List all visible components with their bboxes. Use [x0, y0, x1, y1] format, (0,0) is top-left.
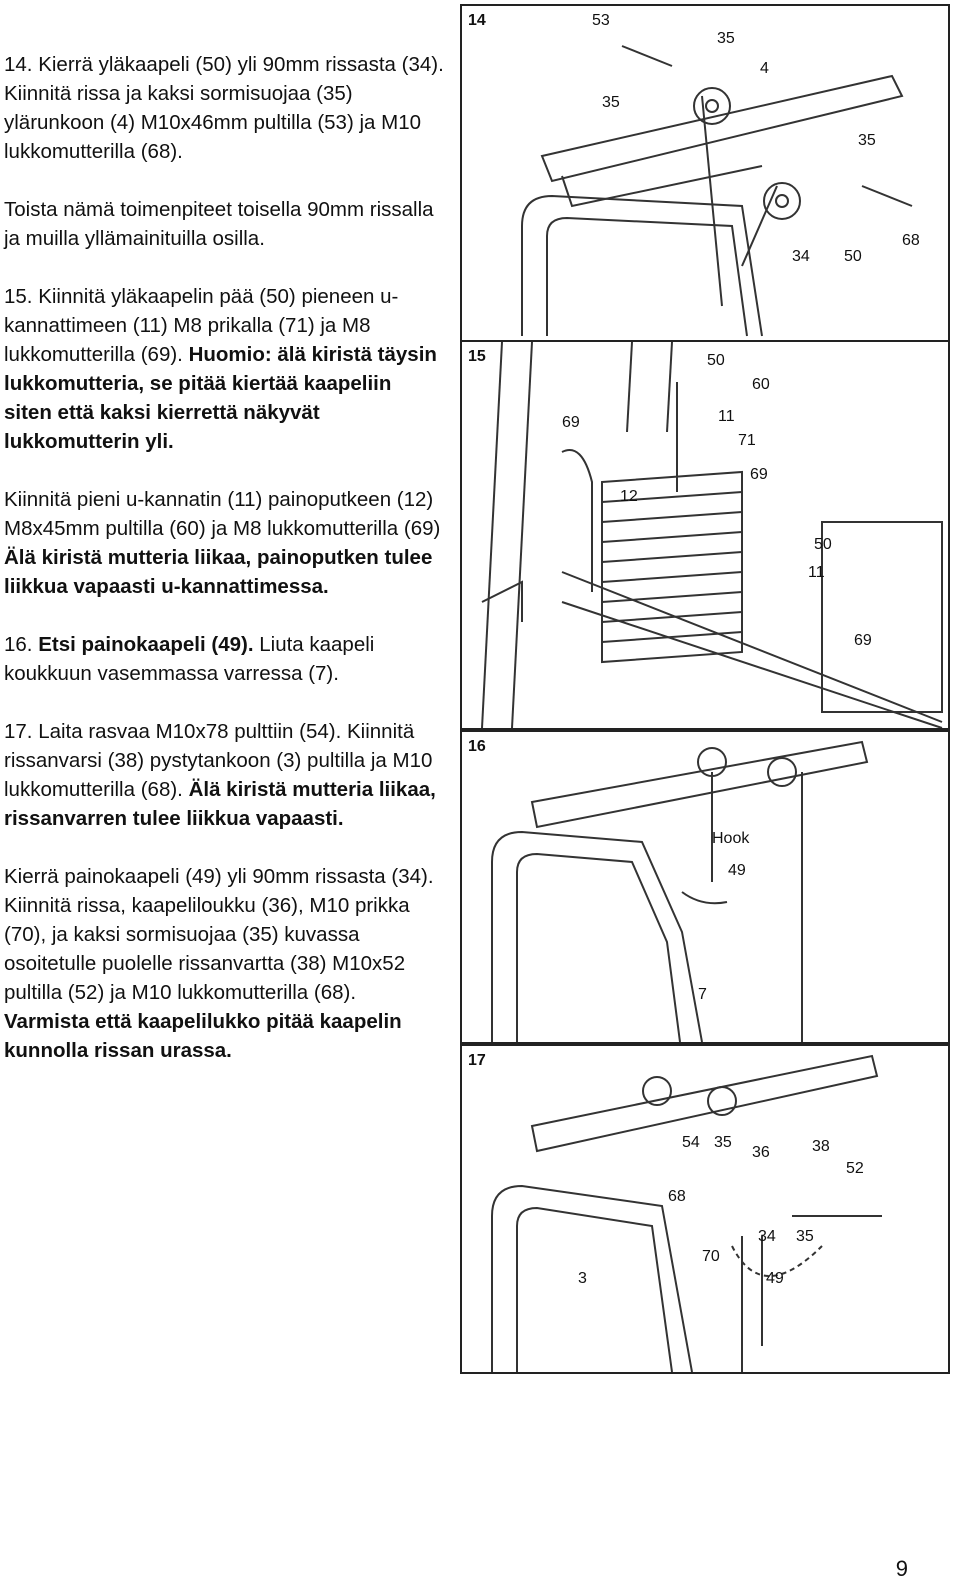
figure-15-drawing	[462, 342, 948, 728]
callout-label: 49	[728, 862, 746, 879]
callout-label: 49	[766, 1270, 784, 1287]
callout-label: 50	[707, 352, 725, 369]
figure-14	[460, 4, 950, 342]
figure-16	[460, 730, 950, 1044]
step-17-body: 17. Laita rasvaa M10x78 pulttiin (54). Kiinnitä rissanvarsi (38) pystytankoon (3) pultilla ja M10 lukkomutterilla (68).	[4, 720, 433, 801]
callout-label: 11	[718, 408, 735, 425]
callout-label: 69	[562, 414, 580, 431]
callout-label: 12	[620, 488, 638, 505]
callout-label: 50	[844, 248, 862, 265]
callout-label: 54	[682, 1134, 700, 1151]
step-14-text: 14. Kierrä yläkaapeli (50) yli 90mm rissasta (34). Kiinnitä rissa ja kaksi sormisuojaa (35) ylärunkoon (4) M10x46mm pultilla (53) ja M10 lukkomutterilla (68).	[4, 53, 444, 163]
figure-17-number: 17	[468, 1052, 486, 1069]
callout-label: 70	[702, 1248, 720, 1265]
step-16-body: Liuta kaapeli koukkuun vasemmassa varressa (7).	[4, 633, 375, 685]
callout-label: 68	[902, 232, 920, 249]
callout-label: 36	[752, 1144, 770, 1161]
callout-label: 34	[758, 1228, 776, 1245]
page-number: 9	[895, 1556, 908, 1581]
figure-14-drawing	[462, 6, 948, 340]
callout-label: 11	[808, 564, 825, 581]
callout-label: 69	[854, 632, 872, 649]
callout-label: 71	[738, 432, 756, 449]
callout-label: 60	[752, 376, 770, 393]
callout-label: 35	[602, 94, 620, 111]
callout-label: 50	[814, 536, 832, 553]
callout-label: 52	[846, 1160, 864, 1177]
callout-label: 69	[750, 466, 768, 483]
callout-label: 68	[668, 1188, 686, 1205]
step-17-pulley-text	[4, 862, 444, 1065]
step-15-warning: Huomio: älä kiristä täysin lukkomutteria, se pitää kiertää kaapeliin siten että kaksi kierrettä näkyvät lukkomutterin yli.	[4, 343, 437, 453]
step-14-repeat-text: Toista nämä toimenpiteet toisella 90mm rissalla ja muilla yllämainituilla osilla.	[4, 198, 434, 250]
figure-15	[460, 340, 950, 730]
step-16-number: 16.	[4, 633, 33, 656]
figure-17-drawing	[462, 1046, 948, 1372]
figure-15-number: 15	[468, 348, 486, 365]
step-17-pulley-warning: Varmista että kaapelilukko pitää kaapelin kunnolla rissan urassa.	[4, 1010, 402, 1062]
callout-label: 35	[714, 1134, 732, 1151]
step-16-bold: Etsi painokaapeli (49).	[38, 633, 254, 656]
step-17-pulley-body: Kierrä painokaapeli (49) yli 90mm rissasta (34). Kiinnitä rissa, kaapeliloukku (36), M10 prikka (70), ja kaksi sormisuojaa (35) kuvassa osoitetulle puolelle rissanvartta (38) M10x52 pultilla (52) ja M10 lukkomutterilla (68).	[4, 865, 434, 1004]
step-17-text	[4, 717, 444, 833]
step-15-bracket-text	[4, 485, 444, 601]
figure-14-number: 14	[468, 12, 486, 29]
callout-label: 38	[812, 1138, 830, 1155]
step-15-bracket-warning: Älä kiristä mutteria liikaa, painoputken tulee liikkua vapaasti u-kannattimessa.	[4, 546, 433, 598]
callout-label: 53	[592, 12, 610, 29]
callout-label: 34	[792, 248, 810, 265]
step-15-text	[4, 282, 444, 456]
instructions-column	[4, 50, 444, 1094]
callout-label: Hook	[712, 830, 750, 847]
callout-label: 4	[760, 60, 769, 77]
step-17-warning: Älä kiristä mutteria liikaa, rissanvarren tulee liikkua vapaasti.	[4, 778, 436, 830]
step-15-body: 15. Kiinnitä yläkaapelin pää (50) pieneen u-kannattimeen (11) M8 prikalla (71) ja M8 lukkomutterilla (69).	[4, 285, 399, 366]
callout-label: 35	[858, 132, 876, 149]
figure-17	[460, 1044, 950, 1374]
figure-16-number: 16	[468, 738, 486, 755]
callout-label: 35	[796, 1228, 814, 1245]
step-15-bracket-body: Kiinnitä pieni u-kannatin (11) painoputkeen (12) M8x45mm pultilla (60) ja M8 lukkomutterilla (69)	[4, 488, 441, 540]
callout-label: 7	[698, 986, 707, 1003]
callout-label: 3	[578, 1270, 587, 1287]
callout-label: 35	[717, 30, 735, 47]
step-16-text	[4, 630, 444, 688]
